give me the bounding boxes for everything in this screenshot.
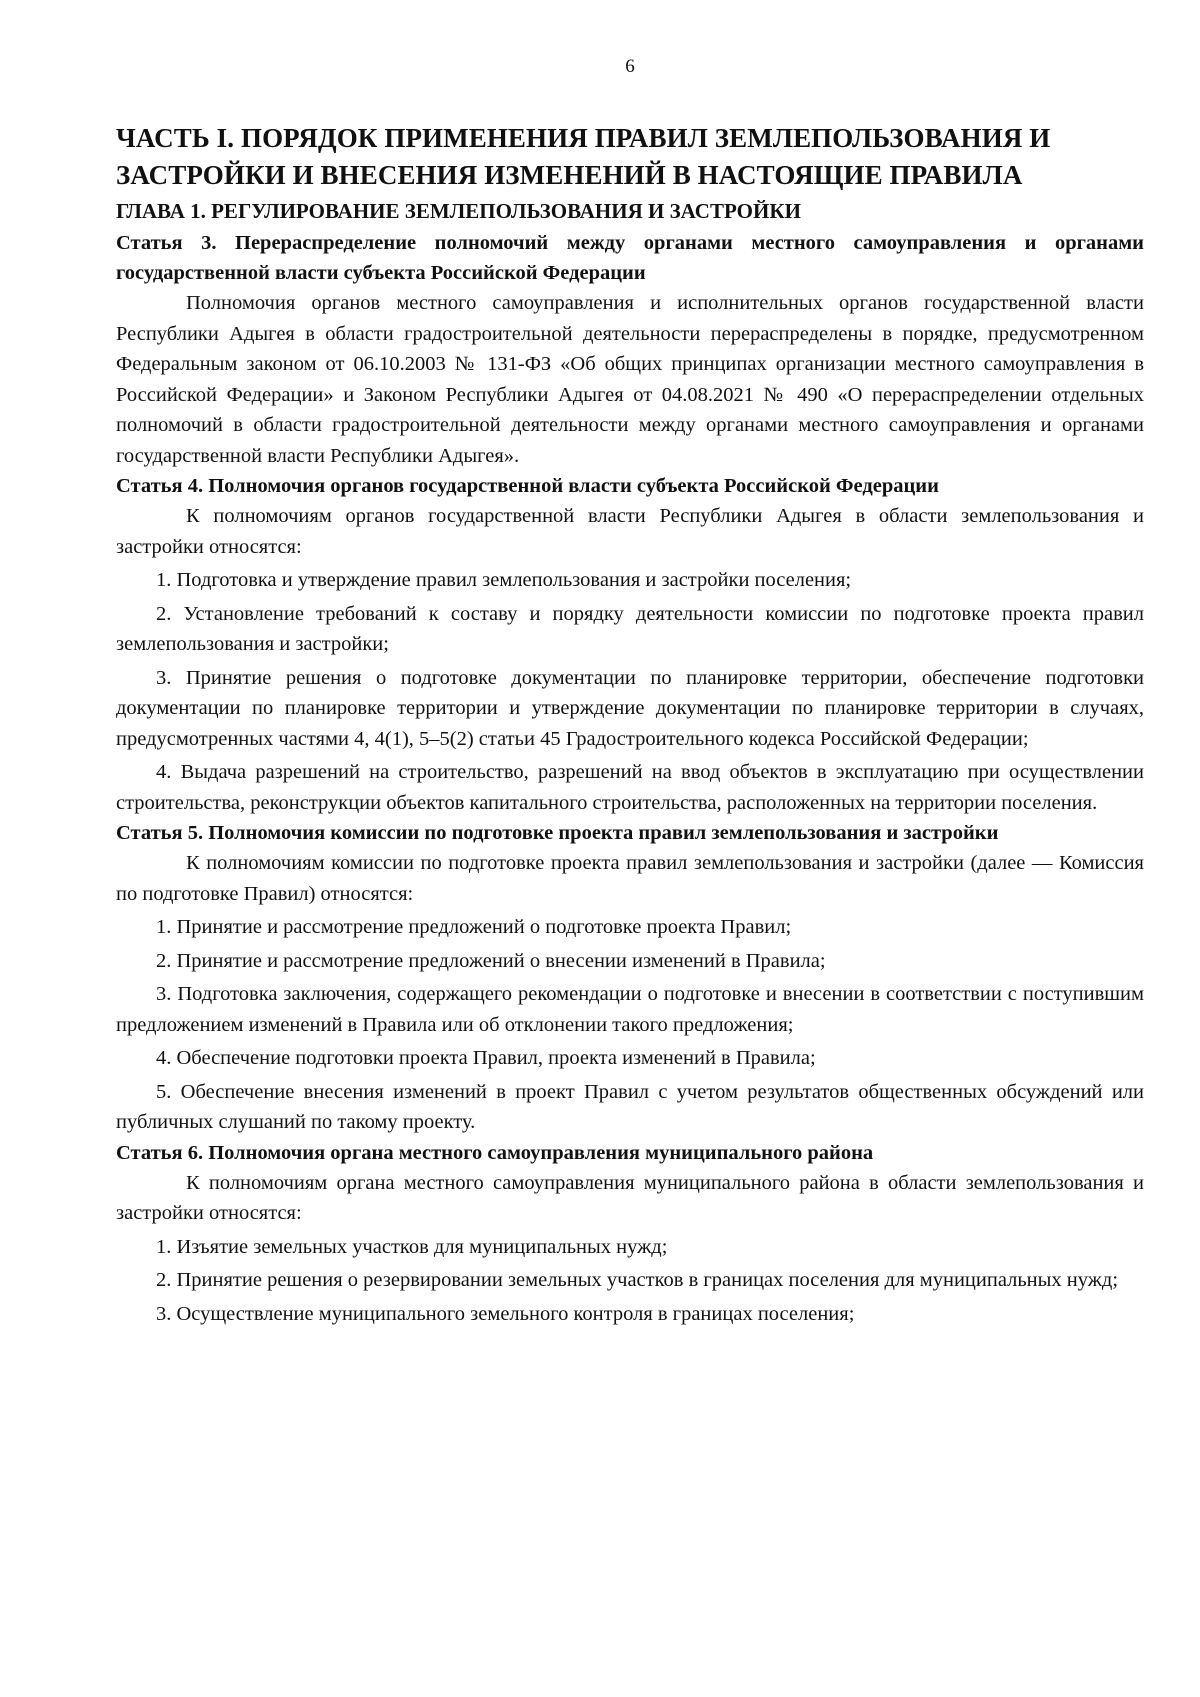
list-item: 3. Осуществление муниципального земельного контроля в границах поселения;	[156, 1302, 855, 1325]
article-title: Статья 3. Перераспределение полномочий между органами местного самоуправления и органами государственной власти субъекта Российской Федерации	[116, 232, 1144, 284]
list-item: 3. Принятие решения о подготовке документации по планировке территории, обеспечение подготовки документации по планировке территории и утверждение документации по планировке территории в случаях, предусмотренных частями 4, 4(1), 5–5(2) статьи 45 Градостроительного кодекса Российской Федерации;	[116, 666, 1144, 750]
article-title: Статья 6. Полномочия органа местного самоуправления муниципального района	[116, 1141, 874, 1164]
part-title: ЧАСТЬ I. ПОРЯДОК ПРИМЕНЕНИЯ ПРАВИЛ ЗЕМЛЕПОЛЬЗОВАНИЯ И ЗАСТРОЙКИ И ВНЕСЕНИЯ ИЗМЕНЕНИЙ В НАСТОЯЩИЕ ПРАВИЛА	[116, 123, 1051, 190]
article-6	[116, 1138, 1144, 1330]
list-item: 4. Обеспечение подготовки проекта Правил, проекта изменений в Правила;	[156, 1047, 816, 1069]
article-paragraph: Полномочия органов местного самоуправления и исполнительных органов государственной власти Республики Адыгея в области градостроительной деятельности перераспределены в порядке, предусмотренном Федеральным законом от 06.10.2003 № 131-ФЗ «Об общих принципах организации местного самоуправления в Российской Федерации» и Законом Республики Адыгея от 04.08.2021 № 490 «О перераспределении отдельных полномочий в области градостроительной деятельности между органами местного самоуправления и органами государственной власти Республики Адыгея».	[116, 292, 1144, 467]
list-item: 1. Подготовка и утверждение правил землепользования и застройки поселения;	[156, 569, 852, 591]
article-5	[116, 818, 1144, 1138]
list-item: 1. Принятие и рассмотрение предложений о подготовке проекта Правил;	[156, 916, 792, 938]
list-item: 3. Подготовка заключения, содержащего рекомендации о подготовке и внесении в соответствии с поступившим предложением изменений в Правила или об отклонении такого предложения;	[116, 983, 1144, 1036]
article-title: Статья 5. Полномочия комиссии по подготовке проекта правил землепользования и застройки	[116, 822, 999, 844]
article-3	[116, 228, 1144, 471]
list-item: 2. Принятие решения о резервировании земельных участков в границах поселения для муниципальных нужд;	[156, 1269, 1119, 1291]
list-item: 4. Выдача разрешений на строительство, разрешений на ввод объектов в эксплуатацию при осуществлении строительства, реконструкции объектов капитального строительства, расположенных на территории поселения.	[116, 761, 1144, 814]
list-item: 1. Изъятие земельных участков для муниципальных нужд;	[156, 1235, 668, 1258]
page-number: 6	[625, 56, 635, 77]
article-4	[116, 471, 1144, 818]
list-item: 5. Обеспечение внесения изменений в проект Правил с учетом результатов общественных обсуждений или публичных слушаний по такому проекту.	[116, 1080, 1144, 1133]
article-paragraph: К полномочиям комиссии по подготовке проекта правил землепользования и застройки (далее — Комиссия по подготовке Правил) относятся:	[116, 852, 1144, 905]
chapter-title: ГЛАВА 1. РЕГУЛИРОВАНИЕ ЗЕМЛЕПОЛЬЗОВАНИЯ И ЗАСТРОЙКИ	[116, 199, 801, 223]
list-item: 2. Установление требований к составу и порядку деятельности комиссии по подготовке проекта правил землепользования и застройки;	[116, 602, 1144, 655]
article-paragraph: К полномочиям органа местного самоуправления муниципального района в области землепользования и застройки относятся:	[116, 1171, 1144, 1224]
list-item: 2. Принятие и рассмотрение предложений о внесении изменений в Правила;	[156, 949, 826, 972]
article-title: Статья 4. Полномочия органов государственной власти субъекта Российской Федерации	[116, 475, 939, 497]
article-paragraph: К полномочиям органов государственной власти Республики Адыгея в области землепользования и застройки относятся:	[116, 505, 1144, 558]
